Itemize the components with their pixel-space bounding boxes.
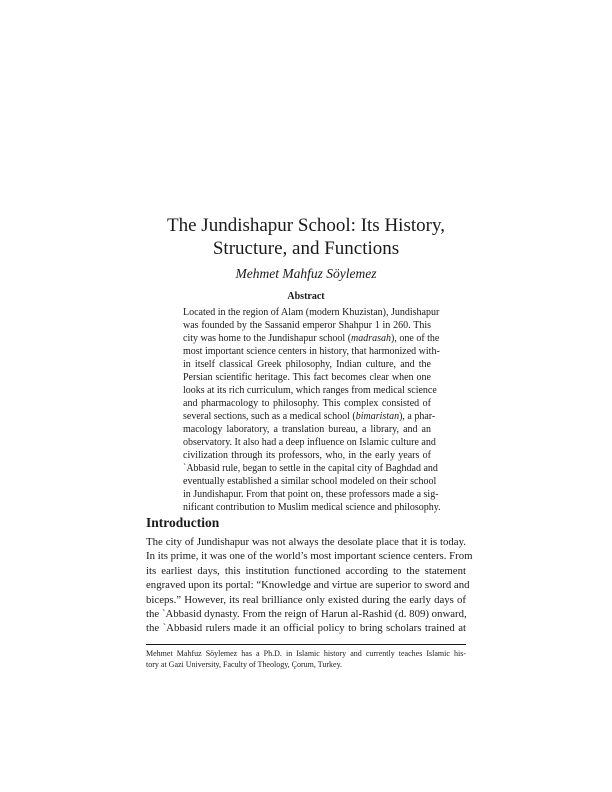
abstract-line: and pharmacology to philosophy. This complex consisted of xyxy=(183,398,431,409)
italic-term: bimaristan xyxy=(355,411,400,422)
section-heading-introduction: Introduction xyxy=(146,515,220,530)
abstract-line: city was home to the Jundishapur school (madrasah), one of the xyxy=(183,333,440,344)
introduction-line: engraved upon its portal: “Knowledge and virtue are superior to sword and xyxy=(146,579,470,592)
introduction-line: In its prime, it was one of the world’s most important science centers. From xyxy=(146,550,473,563)
introduction-body xyxy=(146,535,473,636)
abstract-line: `Abbasid rule, began to settle in the capital city of Baghdad and xyxy=(183,463,438,474)
abstract-line: most important science centers in history, that harmonized with- xyxy=(183,346,440,357)
footnote xyxy=(146,648,466,670)
abstract-line: nificant contribution to Muslim medical science and philosophy. xyxy=(183,502,441,513)
abstract-line: Persian scientific heritage. This fact becomes clear when one xyxy=(183,372,431,383)
introduction-line: its earliest days, this institution functioned according to the statement xyxy=(146,564,466,577)
abstract-body xyxy=(183,306,441,514)
paper-title xyxy=(146,214,466,260)
author-name: Mehmet Mahfuz Söylemez xyxy=(235,266,377,281)
footnote-line: tory at Gazi University, Faculty of Theology, Çorum, Turkey. xyxy=(146,660,343,669)
abstract-line: in Jundishapur. From that point on, these professors made a sig- xyxy=(183,489,439,500)
title-line: Structure, and Functions xyxy=(212,238,400,259)
abstract-line: was founded by the Sassanid emperor Shahpur 1 in 260. This xyxy=(183,320,431,331)
footnote-rule xyxy=(146,644,466,645)
abstract-heading: Abstract xyxy=(287,291,325,302)
footnote-line: Mehmet Mahfuz Söylemez has a Ph.D. in Islamic history and currently teaches Islamic his- xyxy=(146,649,466,658)
introduction-line: the `Abbasid rulers made it an official policy to bring scholars trained at xyxy=(146,622,466,635)
introduction-line: the `Abbasid dynasty. From the reign of Harun al-Rashid (d. 809) onward, xyxy=(146,608,467,621)
italic-term: madrasah xyxy=(351,333,392,344)
abstract-line: eventually established a similar school modeled on their school xyxy=(183,476,437,487)
abstract-line: macology laboratory, a translation bureau, a library, and an xyxy=(183,424,431,435)
abstract-line: several sections, such as a medical school (bimaristan), a phar- xyxy=(183,411,436,422)
abstract-line: observatory. It also had a deep influence on Islamic culture and xyxy=(183,437,436,448)
abstract-line: civilization through its professors, who, in the early years of xyxy=(183,450,431,461)
title-line: The Jundishapur School: Its History, xyxy=(167,215,445,236)
introduction-line: The city of Jundishapur was not always the desolate place that it is today. xyxy=(146,536,466,548)
introduction-line: biceps.” However, its real brilliance only existed during the early days of xyxy=(146,593,466,606)
abstract-line: Located in the region of Alam (modern Khuzistan), Jundishapur xyxy=(183,307,440,318)
abstract-line: in itself classical Greek philosophy, Indian culture, and the xyxy=(183,359,431,370)
abstract-line: looks at its rich curriculum, which ranges from medical science xyxy=(183,385,437,396)
